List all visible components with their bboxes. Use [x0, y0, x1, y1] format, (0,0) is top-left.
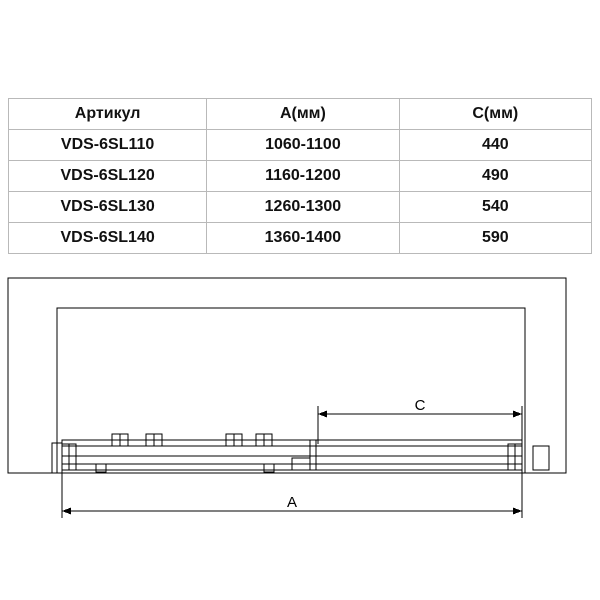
cell-c: 440	[399, 130, 591, 161]
opening-outline	[57, 308, 525, 473]
dim-a-arrow-left	[62, 508, 71, 515]
dimension-label-a: A	[286, 494, 298, 511]
table-row	[9, 130, 592, 161]
column-header-c: C(мм)	[399, 99, 591, 130]
lower-fitting	[264, 464, 274, 472]
cell-article: VDS-6SL130	[9, 192, 207, 223]
dim-c-arrow-right	[513, 411, 522, 418]
cell-article: VDS-6SL140	[9, 223, 207, 254]
dim-a-arrow-right	[513, 508, 522, 515]
cell-article: VDS-6SL120	[9, 161, 207, 192]
cell-c: 490	[399, 161, 591, 192]
technical-drawing	[0, 268, 600, 568]
cell-a: 1160-1200	[207, 161, 399, 192]
lower-fitting	[96, 464, 106, 472]
cell-c: 540	[399, 192, 591, 223]
cell-a: 1260-1300	[207, 192, 399, 223]
right-wall-profile	[533, 446, 549, 470]
cell-c: 590	[399, 223, 591, 254]
table-row	[9, 192, 592, 223]
table-header-row	[9, 99, 592, 130]
table-row	[9, 223, 592, 254]
cell-a: 1060-1100	[207, 130, 399, 161]
column-header-a: A(мм)	[207, 99, 399, 130]
dim-c-arrow-left	[318, 411, 327, 418]
specification-table-container	[8, 98, 592, 254]
cell-article: VDS-6SL110	[9, 130, 207, 161]
specification-table	[8, 98, 592, 254]
door-rail-upper	[62, 440, 522, 446]
wall-outline	[8, 278, 566, 473]
column-header-article: Артикул	[9, 99, 207, 130]
table-row	[9, 161, 592, 192]
cell-a: 1360-1400	[207, 223, 399, 254]
dimension-label-c: C	[414, 397, 426, 414]
